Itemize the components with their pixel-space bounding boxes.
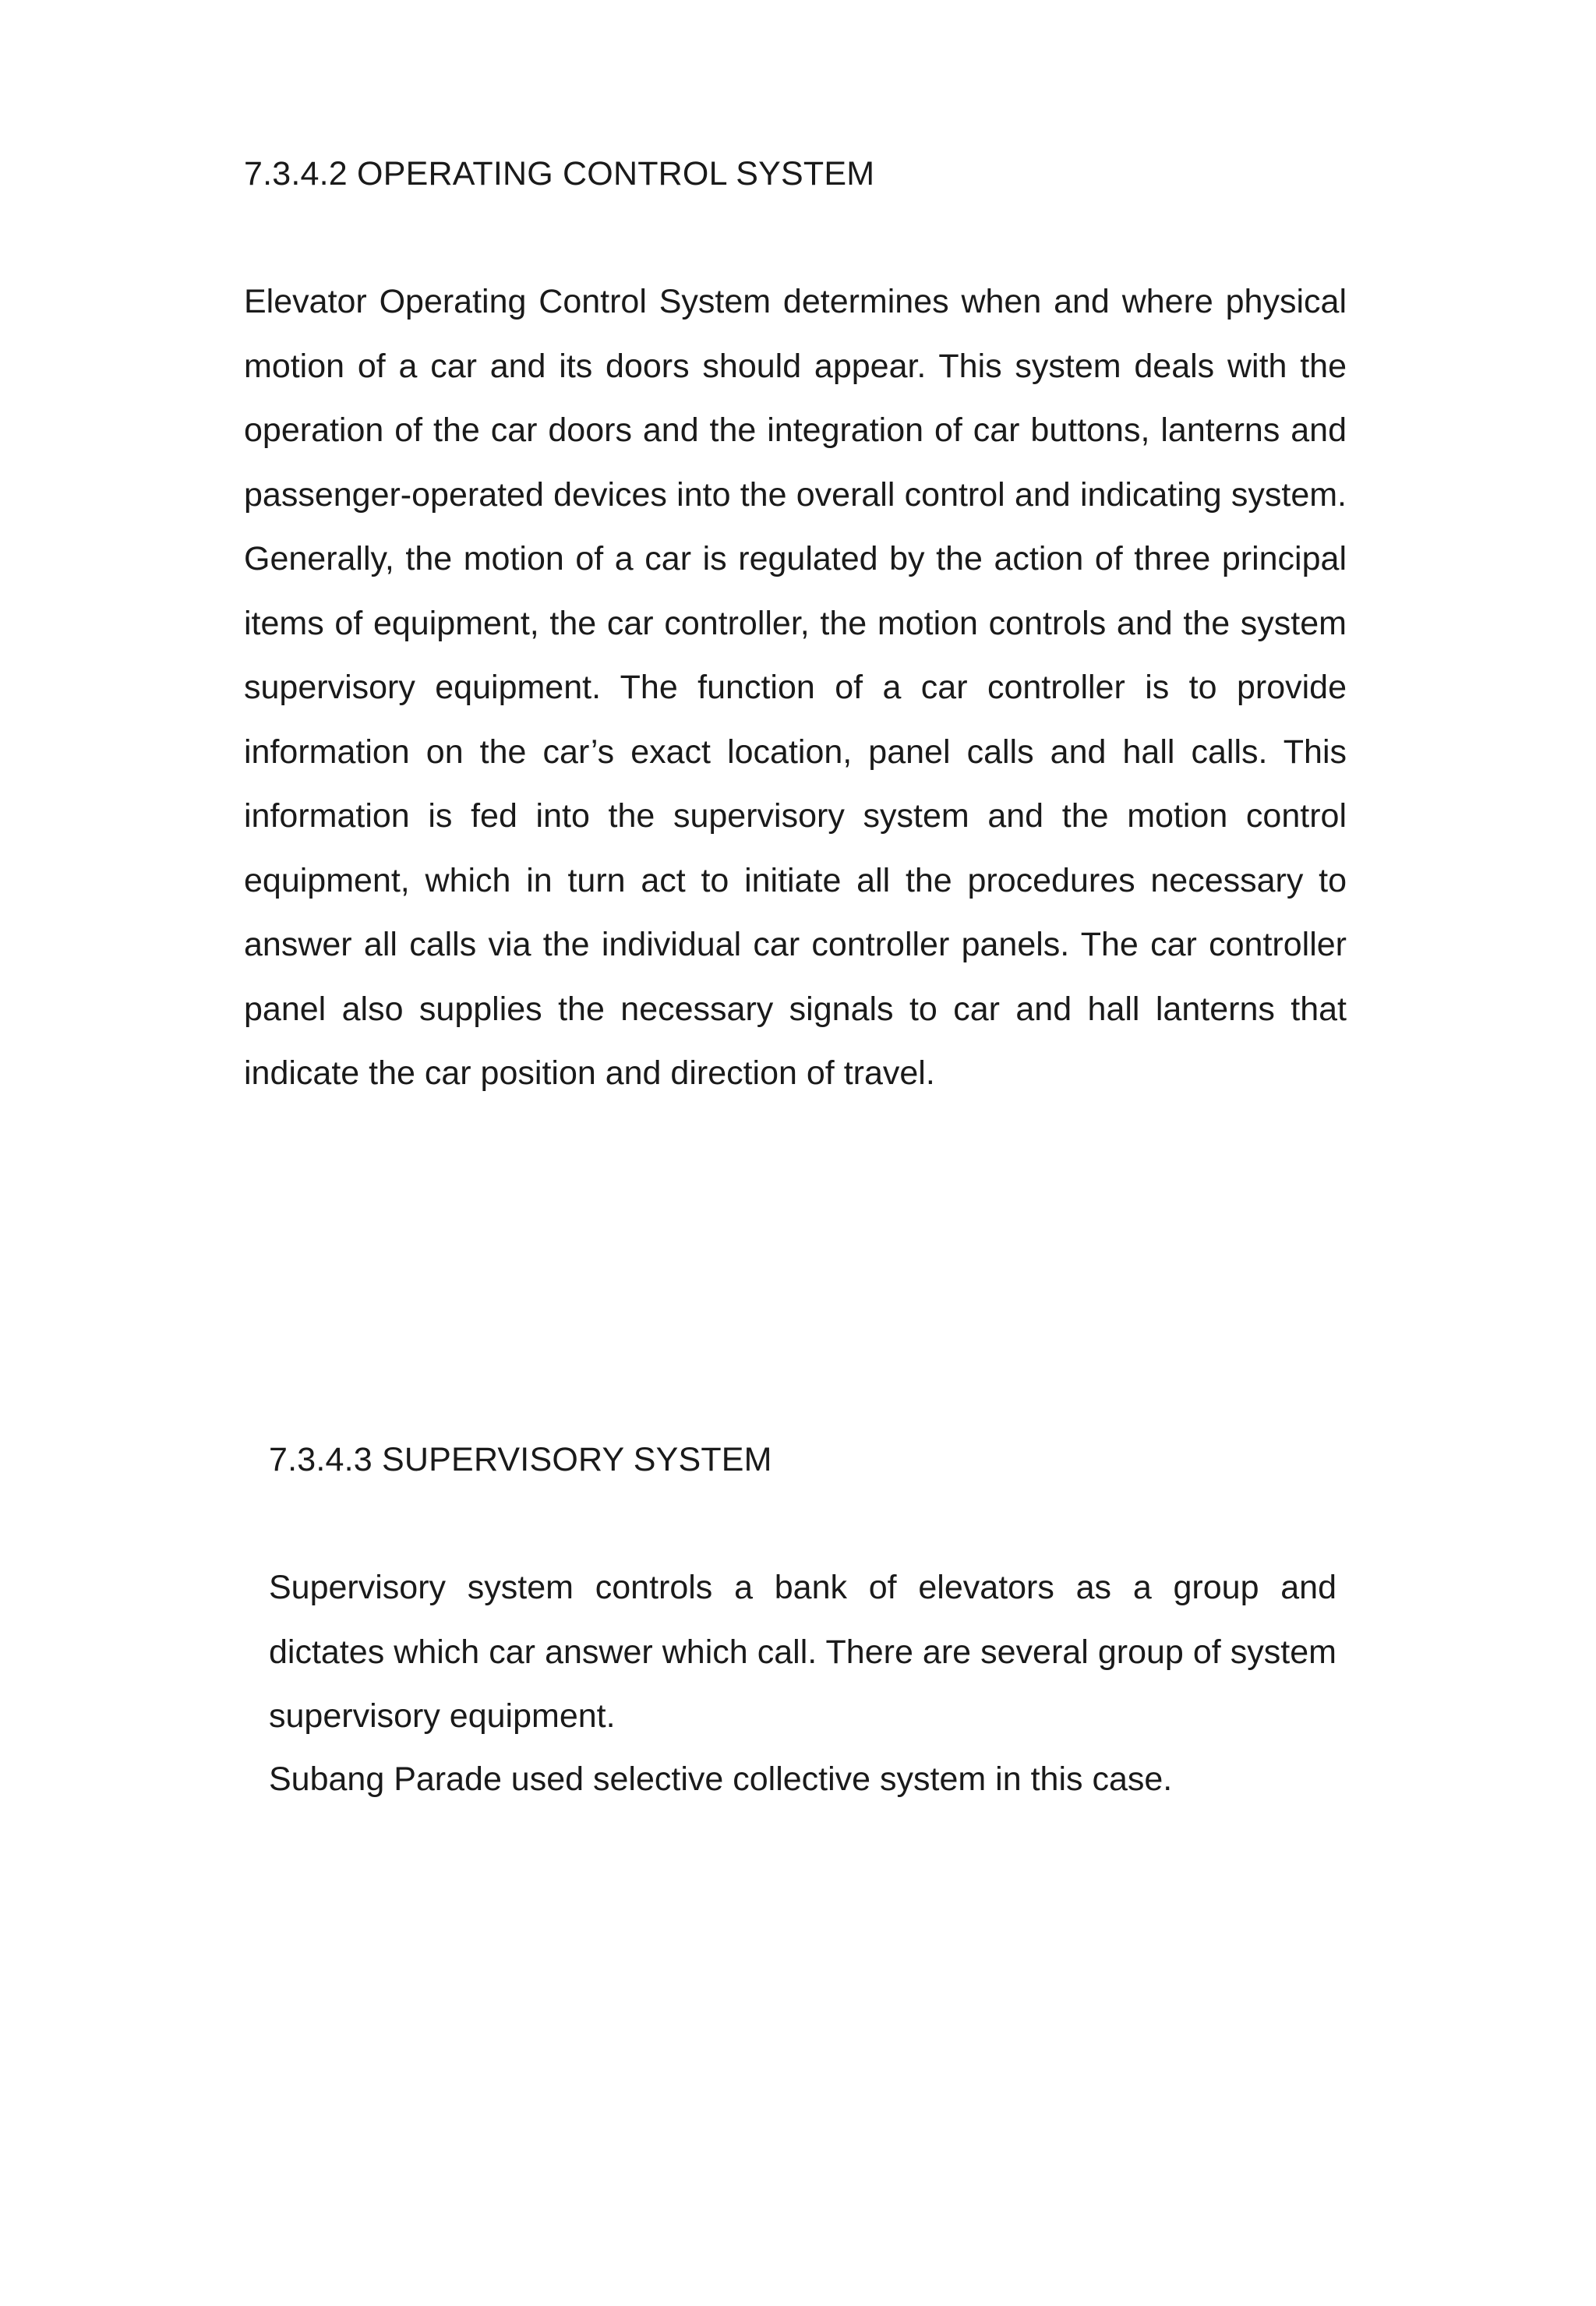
subang-parade-note: Subang Parade used selective collective system in this case. bbox=[269, 1760, 1173, 1798]
supervisory-system-paragraph: Supervisory system controls a bank of elevators as a group and dictates which car answer which call. There are several group of system supervisory equipment. bbox=[269, 1569, 1336, 1735]
section-heading-operating-control-system: 7.3.4.2 OPERATING CONTROL SYSTEM bbox=[244, 155, 875, 192]
operating-control-system-paragraph: Elevator Operating Control System determines when and where physical motion of a car and its doors should appear. This system deals with the operation of the car doors and the integration of car buttons, lanterns and passenger-operated devices into the overall control and indicating system. Generally, the motion of a car is regulated by the action of three principal items of equipment, the car controller, the motion controls and the system supervisory equipment. The function of a car controller is to provide information on the car’s exact location, panel calls and hall calls. This information is fed into the supervisory system and the motion control equipment, which in turn act to initiate all the procedures necessary to answer all calls via the individual car controller panels. The car controller panel also supplies the necessary signals to car and hall lanterns that indicate the car position and direction of travel. bbox=[244, 283, 1347, 1092]
section-heading-supervisory-system: 7.3.4.3 SUPERVISORY SYSTEM bbox=[269, 1441, 772, 1478]
